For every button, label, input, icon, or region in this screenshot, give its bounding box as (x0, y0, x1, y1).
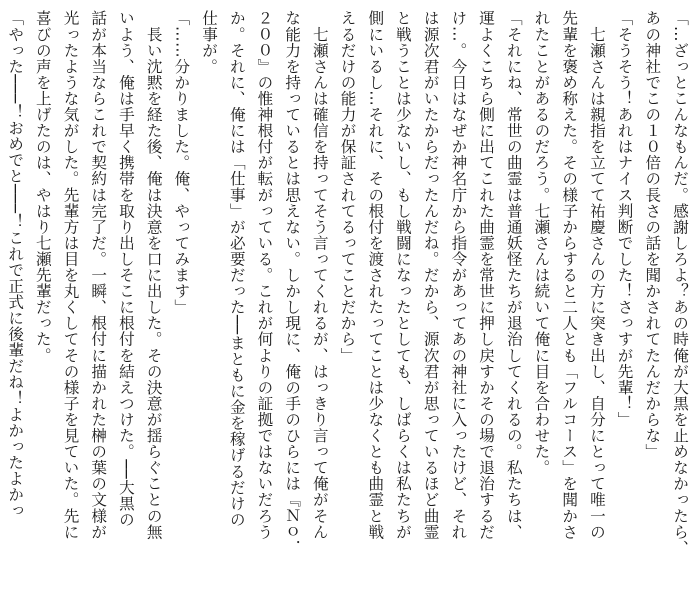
text-line: 話が本当ならこれで契約は完了だ。一瞬、根付に描かれた榊の葉の文様が (89, 10, 108, 540)
text-line: 仕事が。 (200, 10, 219, 75)
text-line: け…。今日はなぜか神名庁から指令があってあの神社に入ったけど、それ (449, 10, 468, 540)
text-line: 運よくこちら側に出てこれた曲霊を常世に押し戻すかその場で退治するだ (477, 10, 496, 540)
text-line: いよう、俺は手早く携帯を取り出しそこに根付を結えつけた。──大黒の (116, 10, 135, 528)
text-line: か。それに、俺には「仕事」が必要だった──まともに金を稼げるだけの (227, 10, 246, 528)
text-line: 光ったような気がした。先輩方は目を丸くしてその様子を見ていた。先に (61, 10, 80, 540)
text-line: 長い沈黙を経た後、俺は決意を口に出した。その決意が揺らぐことの無 (144, 10, 163, 540)
text-line: 「……分かりました。俺、やってみます」 (172, 10, 191, 315)
text-line: 喜びの声を上げたのは、やはり七瀬先輩だった。 (33, 10, 52, 364)
text-line: な能力を持っているとは思えない。しかし現に、俺の手のひらには『Ｎｏ． (283, 10, 302, 556)
text-line: 先輩を褒め称えた。その様子からすると二人とも「フルコース」を聞かさ (560, 10, 579, 540)
text-line: えるだけの能力が保証されてるってことだから」 (338, 10, 357, 364)
text-line: ２００』の惟神根付が転がっている。これが何よりの証拠ではないだろう (255, 10, 274, 540)
text-line: と戦うことは少ないし、もし戦闘になったとしても、しばらくは私たちが (393, 10, 412, 540)
text-line: あの神社でこの１０倍の長さの話を聞かされてたんだからな」 (643, 10, 662, 460)
text-line: は源次君がいたからだったんだね。だから、源次君が思っているほど曲霊 (421, 10, 440, 540)
text-line: 七瀬さんは確信を持ってそう言ってくれるが、はっきり言って俺がそん (310, 10, 329, 540)
text-line: 「それにね、常世の曲霊は普通妖怪たちが退治してくれるの。私たちは、 (504, 10, 523, 540)
text-line: 側にいるし…それに、その根付を渡されたってことは少なくとも曲霊と戦 (366, 10, 385, 540)
text-line: 「やった───！おめでと───！これで正式に後輩だね！よかったよかっ (6, 10, 25, 519)
text-line: 「…ざっとこんなもんだ。感謝しろよ？あの時俺が大黒を止めなかったら、 (671, 10, 689, 556)
text-line: 七瀬さんは親指を立てて祐慶さんの方に突き出し、自分にとって唯一の (587, 10, 606, 540)
text-line: 「そうそう！あれはナイス判断でした！さっすが先輩！」 (615, 10, 634, 428)
text-line: れたことがあるのだろう。七瀬さんは続いて俺に目を合わせた。 (532, 10, 551, 476)
novel-text-block (0, 10, 693, 580)
